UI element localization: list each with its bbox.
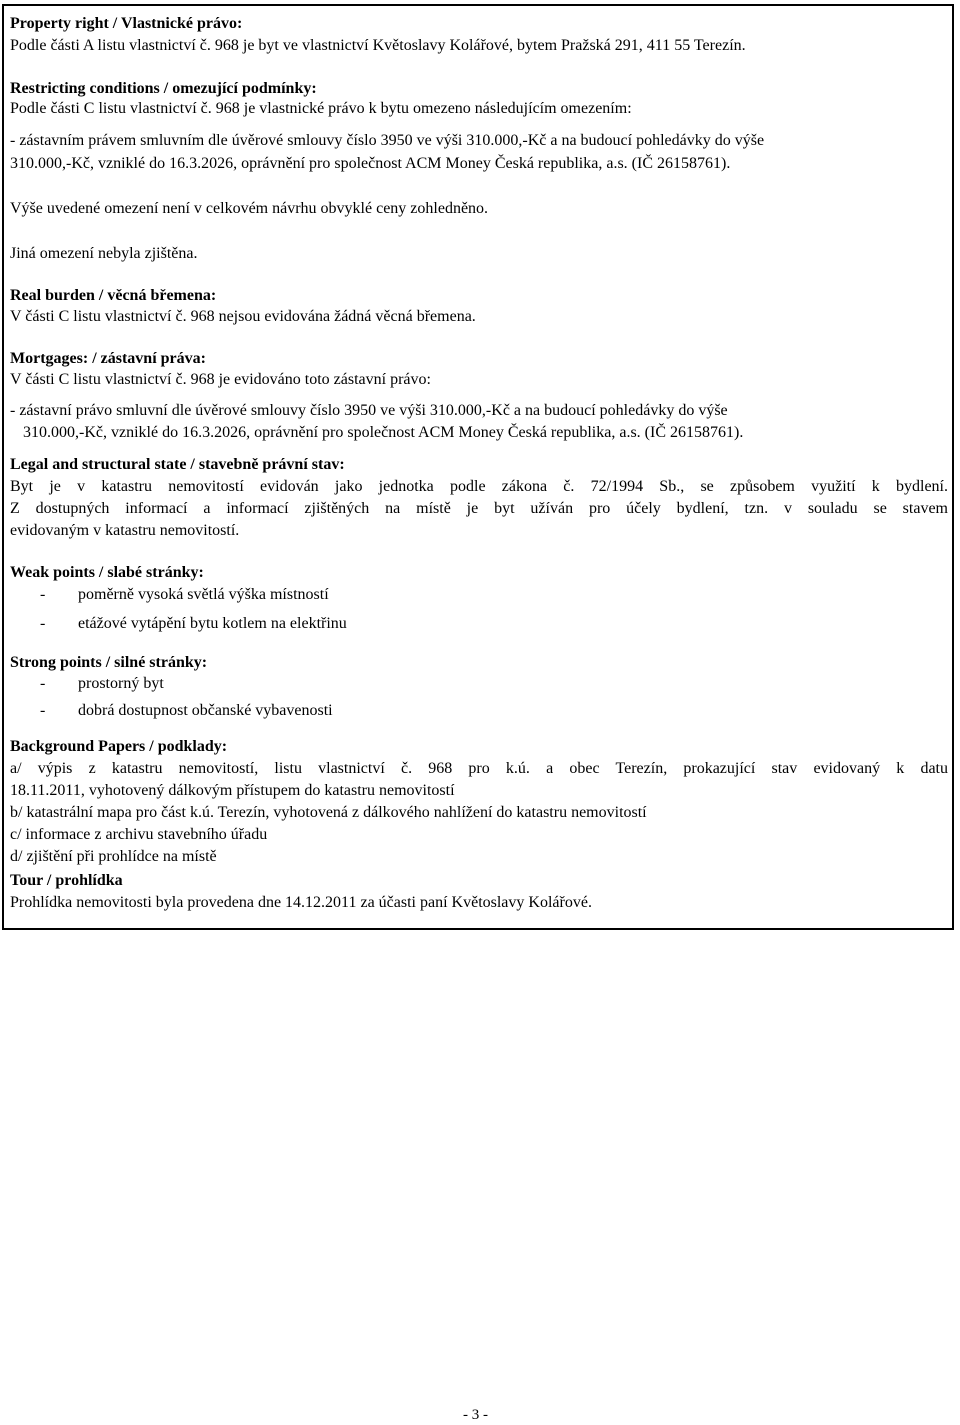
mortgages-item-line1: - zástavní právo smluvní dle úvěrové smlouvy číslo 3950 ve výši 310.000,-Kč a na budoucí pohledávky do výše bbox=[10, 402, 728, 419]
restricting-note1: Výše uvedené omezení není v celkovém návrhu obvyklé ceny zohledněno. bbox=[10, 200, 489, 217]
strong-point-item: prostorný byt bbox=[78, 675, 164, 692]
list-dash: - bbox=[40, 586, 46, 603]
weak-points-heading: Weak points / slabé stránky: bbox=[10, 564, 204, 581]
real-burden-text: V části C listu vlastnictví č. 968 nejsou evidována žádná věcná břemena. bbox=[10, 308, 476, 325]
legal-state-heading: Legal and structural state / stavebně právní stav: bbox=[10, 456, 345, 473]
weak-point-item: etážové vytápění bytu kotlem na elektřinu bbox=[78, 615, 347, 632]
background-line-b: b/ katastrální mapa pro část k.ú. Terezín, vyhotovená z dálkového nahlížení do katastru nemovitostí bbox=[10, 804, 647, 821]
background-heading: Background Papers / podklady: bbox=[10, 738, 228, 755]
restricting-heading: Restricting conditions / omezující podmínky: bbox=[10, 80, 317, 97]
strong-points-heading: Strong points / silné stránky: bbox=[10, 654, 208, 671]
background-line-c: c/ informace z archivu stavebního úřadu bbox=[10, 826, 268, 843]
weak-point-item: poměrně vysoká světlá výška místností bbox=[78, 586, 329, 603]
legal-state-line3: evidovaným v katastru nemovitostí. bbox=[10, 522, 240, 539]
legal-state-line1: Byt je v katastru nemovitostí evidován jako jednotka podle zákona č. 72/1994 Sb., se způsobem využití k bydlení. bbox=[10, 478, 948, 495]
property-right-heading: Property right / Vlastnické právo: bbox=[10, 15, 243, 32]
mortgages-item-line2: 310.000,-Kč, vzniklé do 16.3.2026, oprávnění pro společnost ACM Money Česká republika, a.s. (IČ 26158761). bbox=[23, 424, 744, 441]
strong-point-item: dobrá dostupnost občanské vybavenosti bbox=[78, 702, 333, 719]
list-dash: - bbox=[40, 702, 46, 719]
tour-heading: Tour / prohlídka bbox=[10, 872, 123, 889]
restricting-intro: Podle části C listu vlastnictví č. 968 je vlastnické právo k bytu omezeno následujícím omezením: bbox=[10, 100, 632, 117]
restricting-item-line2: 310.000,-Kč, vzniklé do 16.3.2026, oprávnění pro společnost ACM Money Česká republika, a.s. (IČ 26158761). bbox=[10, 155, 731, 172]
page-number: - 3 - bbox=[463, 1407, 488, 1423]
restricting-note2: Jiná omezení nebyla zjištěna. bbox=[10, 245, 198, 262]
restricting-item-line1: - zástavním právem smluvním dle úvěrové smlouvy číslo 3950 ve výši 310.000,-Kč a na budoucí pohledávky do výše bbox=[10, 132, 765, 149]
list-dash: - bbox=[40, 615, 46, 632]
background-line-d: d/ zjištění při prohlídce na místě bbox=[10, 848, 217, 865]
mortgages-heading: Mortgages: / zástavní práva: bbox=[10, 350, 206, 367]
background-line-a1: a/ výpis z katastru nemovitostí, listu vlastnictví č. 968 pro k.ú. a obec Terezín, prokazující stav evidovaný k datu bbox=[10, 760, 948, 777]
legal-state-line2: Z dostupných informací a informací zjištěných na místě je byt užíván pro účely bydlení, tzn. v souladu se stavem bbox=[10, 500, 948, 517]
list-dash: - bbox=[40, 675, 46, 692]
real-burden-heading: Real burden / věcná břemena: bbox=[10, 287, 217, 304]
property-right-text: Podle části A listu vlastnictví č. 968 je byt ve vlastnictví Květoslavy Kolářové, bytem Pražská 291, 411 55 Terezín. bbox=[10, 37, 746, 54]
tour-text: Prohlídka nemovitosti byla provedena dne 14.12.2011 za účasti paní Květoslavy Kolářové. bbox=[10, 894, 592, 911]
background-line-a2: 18.11.2011, vyhotovený dálkovým přístupem do katastru nemovitostí bbox=[10, 782, 455, 799]
mortgages-intro: V části C listu vlastnictví č. 968 je evidováno toto zástavní právo: bbox=[10, 371, 431, 388]
